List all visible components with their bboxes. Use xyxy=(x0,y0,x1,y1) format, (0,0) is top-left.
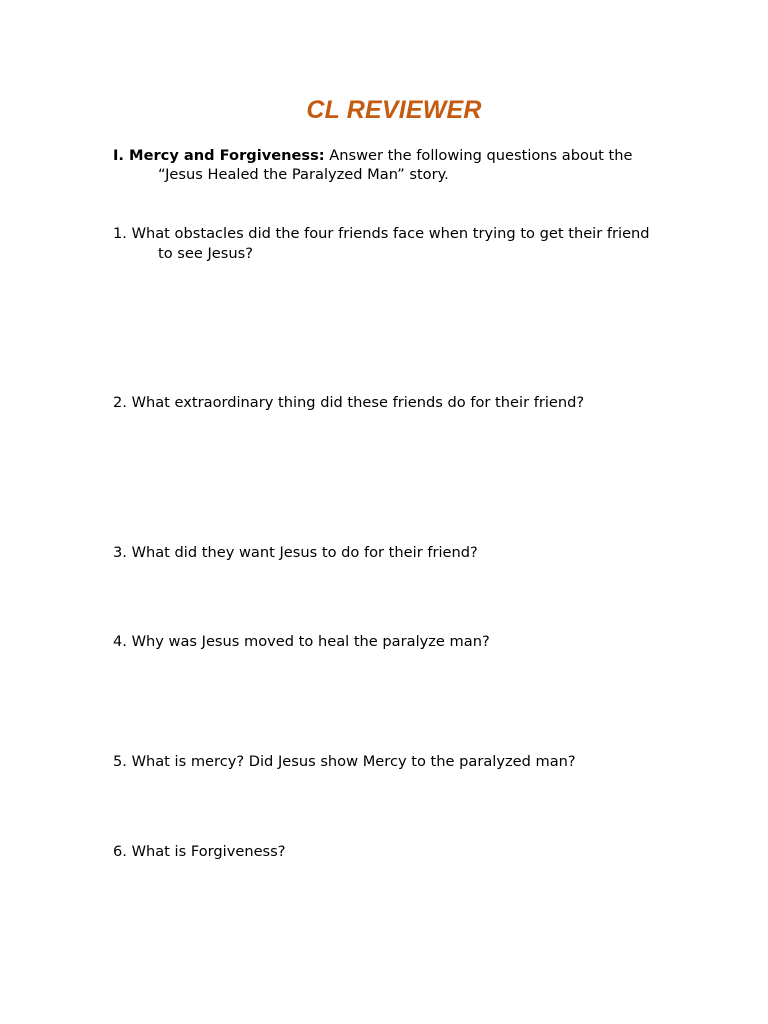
question-2-text: 2. What extraordinary thing did these friends do for their friend? xyxy=(113,394,585,411)
question-1 xyxy=(113,224,683,263)
section-instruction: Answer the following questions about the xyxy=(324,147,633,164)
section-header xyxy=(113,146,683,184)
question-3-text: 3. What did they want Jesus to do for their friend? xyxy=(113,544,478,561)
question-5-text: 5. What is mercy? Did Jesus show Mercy to the paralyzed man? xyxy=(113,753,576,770)
question-1-text-continued: to see Jesus? xyxy=(158,244,253,262)
question-2 xyxy=(113,393,683,413)
question-3 xyxy=(113,543,683,563)
question-6 xyxy=(113,842,683,862)
question-4-text: 4. Why was Jesus moved to heal the paralyze man? xyxy=(113,633,490,650)
section-heading: I. Mercy and Forgiveness: xyxy=(113,147,325,164)
question-1-text: 1. What obstacles did the four friends face when trying to get their friend xyxy=(113,225,650,242)
document-title: CL REVIEWER xyxy=(306,96,482,124)
section-instruction-continued: “Jesus Healed the Paralyzed Man” story. xyxy=(158,166,449,183)
question-5 xyxy=(113,752,683,772)
question-6-text: 6. What is Forgiveness? xyxy=(113,843,286,860)
question-4 xyxy=(113,632,683,652)
